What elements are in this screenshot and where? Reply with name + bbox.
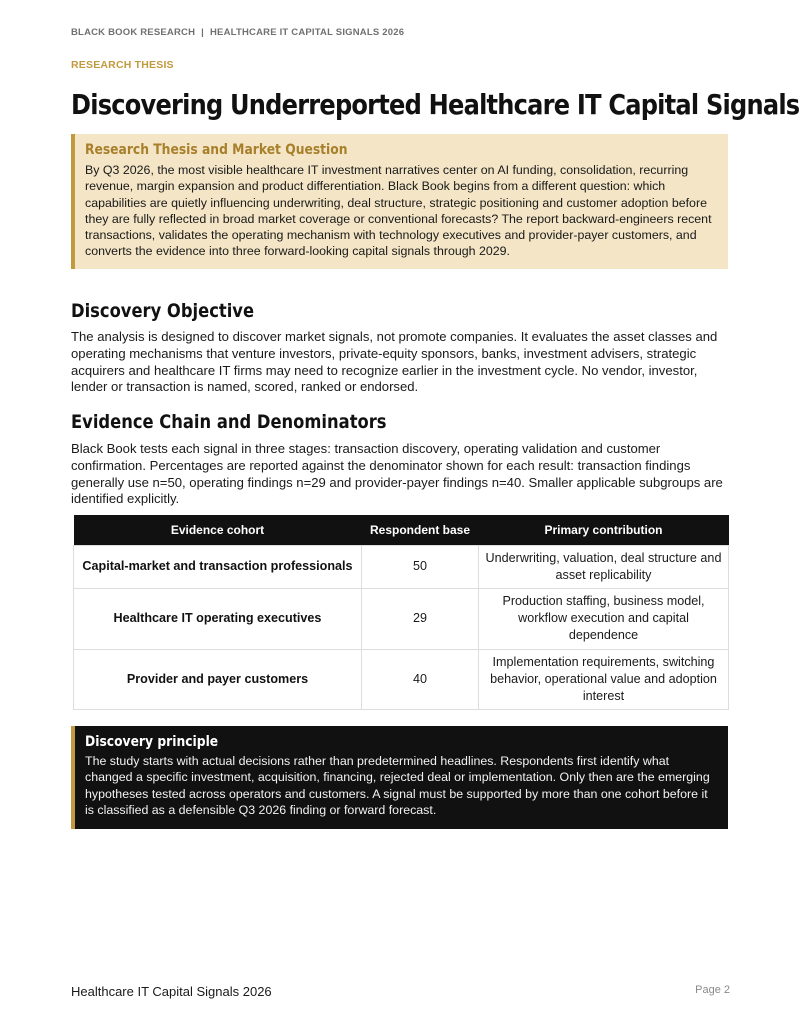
page-number: Page 2 [695, 984, 730, 996]
principle-heading: Discovery principle [85, 734, 219, 750]
evidence-cohort-table [73, 515, 729, 710]
column-header-base: Respondent base [362, 515, 479, 545]
cohort-cell: Healthcare IT operating executives [74, 588, 362, 649]
thesis-callout [71, 134, 728, 269]
respondent-base-cell: 40 [362, 649, 479, 709]
thesis-body: By Q3 2026, the most visible healthcare IT investment narratives center on AI funding, consolidation, recurring revenue, margin expansion and product differentiation. Black Book begins from a different question: which capabilities are quietly influencing underwriting, deal structure, strategic positioning and customer adoption before they are fully reflected in broad market coverage or conventional forecasts? The report backward-engineers recent transactions, validates the operating mechanism with technology executives and provider-payer customers, and converts the evidence into three forward-looking capital signals through 2029. [85, 163, 712, 259]
thesis-heading: Research Thesis and Market Question [85, 142, 348, 158]
respondent-base-cell: 50 [362, 545, 479, 588]
page-title: Discovering Underreported Healthcare IT Capital Signals [71, 88, 800, 121]
principle-body: The study starts with actual decisions rather than predetermined headlines. Respondents first identify what changed a specific investment, acquisition, financing, rejected deal or implementation. Only then are the emerging hypotheses tested across operators and customers. A signal must be supported by more than one cohort before it is classified as a defensible Q3 2026 finding or forward forecast. [85, 754, 710, 817]
cohort-cell: Capital-market and transaction professionals [74, 545, 362, 588]
column-header-contribution: Primary contribution [479, 515, 729, 545]
evidence-chain-heading: Evidence Chain and Denominators [71, 411, 387, 433]
table-row [74, 649, 729, 709]
section-kicker: RESEARCH THESIS [71, 59, 174, 71]
evidence-chain-body: Black Book tests each signal in three stages: transaction discovery, operating validation and customer confirmation. Percentages are reported against the denominator shown for each result: transaction findings generally use n=50, operating findings n=29 and provider-payer findings n=40. Smaller applicable subgroups are identified explicitly. [71, 441, 723, 507]
column-header-cohort: Evidence cohort [74, 515, 362, 545]
contribution-cell: Implementation requirements, switching behavior, operational value and adoption interest [479, 649, 729, 709]
discovery-principle-callout [71, 726, 728, 829]
table-row [74, 545, 729, 588]
table-row [74, 588, 729, 649]
header-separator: | [201, 27, 204, 38]
respondent-base-cell: 29 [362, 588, 479, 649]
footer-report-title: Healthcare IT Capital Signals 2026 [71, 984, 272, 999]
discovery-objective-heading: Discovery Objective [71, 300, 255, 322]
contribution-cell: Production staffing, business model, workflow execution and capital dependence [479, 588, 729, 649]
cohort-cell: Provider and payer customers [74, 649, 362, 709]
header-org: BLACK BOOK RESEARCH [71, 27, 196, 38]
discovery-objective-body: The analysis is designed to discover market signals, not promote companies. It evaluates the asset classes and operating mechanisms that venture investors, private-equity sponsors, banks, investment advisers, strategic acquirers and healthcare IT firms may need to recognize earlier in the investment cycle. No vendor, investor, lender or transaction is named, scored, ranked or endorsed. [71, 329, 718, 395]
contribution-cell: Underwriting, valuation, deal structure and asset replicability [479, 545, 729, 588]
header-report: HEALTHCARE IT CAPITAL SIGNALS 2026 [210, 27, 405, 38]
running-header [71, 27, 404, 38]
table-header-row [74, 515, 729, 545]
